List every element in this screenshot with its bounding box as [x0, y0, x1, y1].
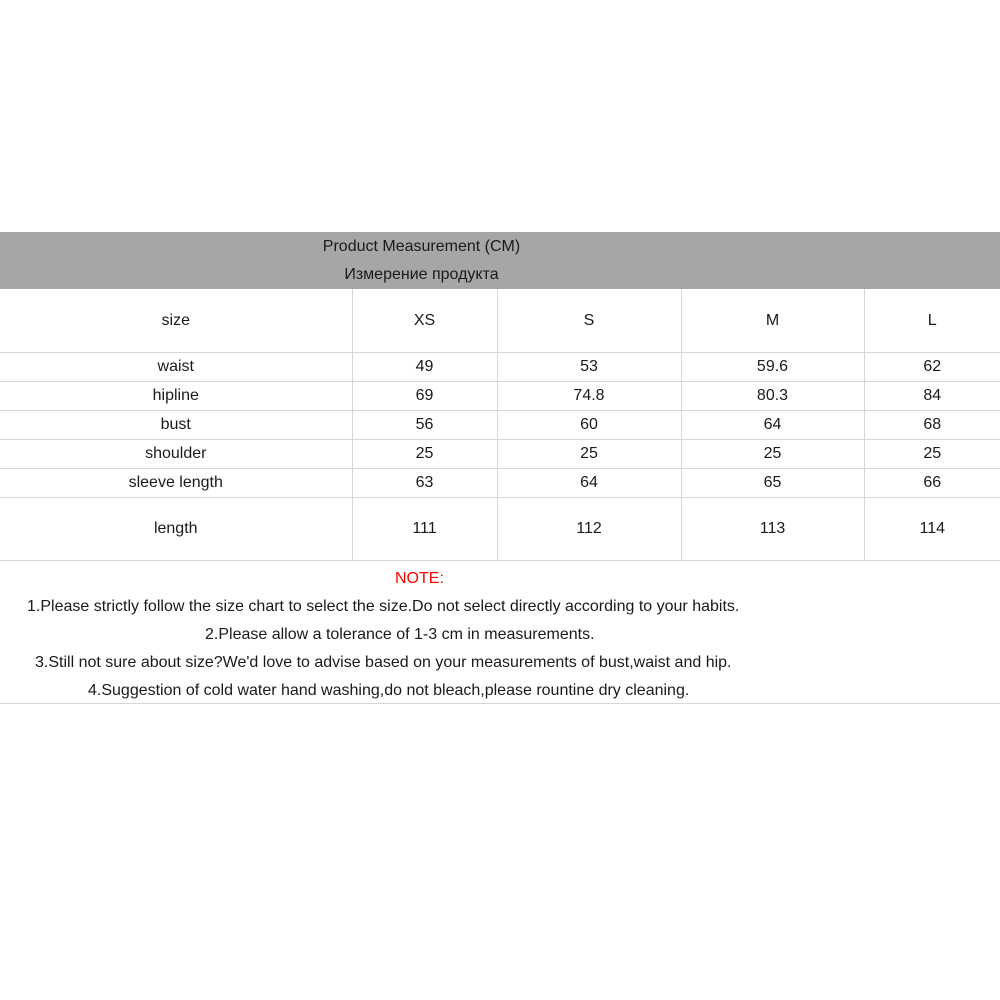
note-title: NOTE: [395, 570, 444, 587]
table-cell: 65 [681, 469, 864, 498]
table-cell: 64 [681, 411, 864, 440]
table-cell: 114 [864, 498, 1000, 561]
table-row [0, 469, 1000, 498]
table-cell: 112 [497, 498, 681, 561]
row-label: bust [0, 411, 352, 440]
row-label: waist [0, 353, 352, 382]
table-title-russian: Измерение продукта [344, 266, 499, 283]
column-header-xs: XS [352, 289, 497, 353]
note-item: 3.Still not sure about size?We'd love to advise based on your measurements of bust,waist and hip. [35, 654, 732, 671]
table-cell: 84 [864, 382, 1000, 411]
table-cell: 69 [352, 382, 497, 411]
table-header-band [0, 232, 1000, 289]
table-cell: 63 [352, 469, 497, 498]
table-cell: 25 [497, 440, 681, 469]
table-row [0, 498, 1000, 561]
note-item: 4.Suggestion of cold water hand washing,do not bleach,please rountine dry cleaning. [88, 682, 690, 699]
table-cell: 59.6 [681, 353, 864, 382]
note-item: 1.Please strictly follow the size chart to select the size.Do not select directly according to your habits. [27, 598, 740, 615]
column-header-m: M [681, 289, 864, 353]
table-row [0, 382, 1000, 411]
column-header-size: size [0, 289, 352, 353]
note-item: 2.Please allow a tolerance of 1-3 cm in measurements. [205, 626, 595, 643]
table-cell: 80.3 [681, 382, 864, 411]
table-row [0, 353, 1000, 382]
table-cell: 25 [681, 440, 864, 469]
column-header-l: L [864, 289, 1000, 353]
table-row [0, 411, 1000, 440]
table-cell: 25 [352, 440, 497, 469]
table-title-english: Product Measurement (CM) [322, 238, 521, 255]
table-cell: 66 [864, 469, 1000, 498]
table-header-row [0, 289, 1000, 353]
table-cell: 64 [497, 469, 681, 498]
notes-section [0, 563, 1000, 704]
row-label: length [0, 498, 352, 561]
table-cell: 56 [352, 411, 497, 440]
table-cell: 62 [864, 353, 1000, 382]
row-label: shoulder [0, 440, 352, 469]
table-cell: 60 [497, 411, 681, 440]
column-header-s: S [497, 289, 681, 353]
size-chart-table [0, 289, 1000, 561]
row-label: sleeve length [0, 469, 352, 498]
table-cell: 25 [864, 440, 1000, 469]
table-cell: 74.8 [497, 382, 681, 411]
table-cell: 53 [497, 353, 681, 382]
row-label: hipline [0, 382, 352, 411]
table-cell: 113 [681, 498, 864, 561]
table-row [0, 440, 1000, 469]
table-cell: 68 [864, 411, 1000, 440]
table-cell: 111 [352, 498, 497, 561]
table-cell: 49 [352, 353, 497, 382]
